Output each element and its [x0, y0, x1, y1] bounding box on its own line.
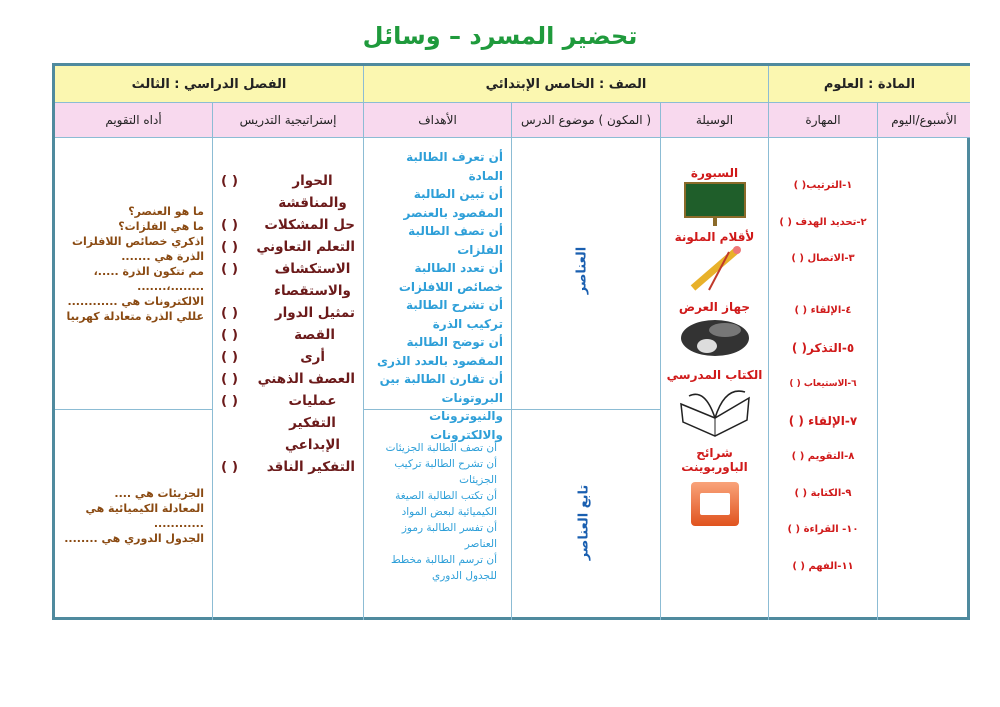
tool-label: جهاز العرض — [678, 300, 751, 314]
pencils-icon — [685, 244, 745, 294]
projector-icon — [677, 314, 753, 360]
objective: أن توضح الطالبة المقصود بالعدد الذرى — [377, 335, 503, 368]
skill-item: ١-الترتيب( ) — [793, 180, 853, 191]
tool-label: شرائح الباوربوينت — [681, 446, 748, 474]
skill-item: ٢-تحديد الهدف ( ) — [779, 216, 867, 228]
strategy-item: التعلم التعاوني ( ) — [221, 236, 355, 258]
strategy-checkbox[interactable]: ( ) — [221, 327, 239, 343]
col-tool: الوسيلة — [660, 103, 768, 138]
tool-label: السبورة — [690, 166, 739, 180]
skills-cell — [768, 138, 877, 620]
strategy-item: تمثيل الدوار ( ) — [221, 302, 355, 324]
skill-item: ٦-الاستيعاب ( ) — [789, 379, 857, 389]
powerpoint-icon — [691, 482, 739, 526]
evaluation-item: ما هو العنصر؟ — [128, 205, 204, 218]
evaluation-item: عللي الذرة متعادلة كهربيا — [66, 310, 204, 323]
evaluation-item: ............ — [153, 517, 204, 530]
objective: أن تعدد الطالبة خصائص اللافلزات — [398, 261, 503, 294]
objective: أن تقارن الطالبة بين البروتونات والنيوترونات والالكترونات — [379, 372, 503, 442]
skill-item: ٩-الكتابة ( ) — [794, 487, 852, 499]
objectives-cell-1 — [363, 138, 511, 442]
strategy-checkbox[interactable]: ( ) — [221, 217, 239, 233]
component-label: تابع العناصر — [576, 484, 592, 561]
strategy-item: العصف الذهني ( ) — [221, 368, 355, 390]
strategy-item: القصة ( ) — [221, 324, 355, 346]
evaluation-item: الذرة هي ....... — [121, 250, 204, 263]
strategy-checkbox[interactable]: ( ) — [221, 305, 239, 321]
objectives-cell-2 — [363, 410, 511, 620]
evaluation-item: ما هي الفلزات؟ — [118, 220, 204, 233]
objective: أن تبين الطالبة المقصود بالعنصر — [403, 187, 503, 220]
objective: أن تفسر الطالبة رموز العناصر — [401, 522, 497, 550]
strategy-checkbox[interactable]: ( ) — [221, 393, 239, 409]
skill-item: ٤-الإلقاء ( ) — [794, 305, 852, 316]
evaluation-item: الجدول الدوري هي ........ — [64, 532, 204, 545]
strategy-checkbox[interactable]: ( ) — [221, 371, 239, 387]
strategy-checkbox[interactable]: ( ) — [221, 459, 239, 475]
strategy-checkbox[interactable]: ( ) — [221, 349, 239, 365]
component-label: العناصر — [574, 246, 590, 295]
skill-item: ١١-الفهم ( ) — [792, 560, 854, 572]
col-week: الأسبوع/اليوم — [877, 103, 970, 138]
component-cell-1 — [511, 138, 660, 410]
objective: أن ترسم الطالبة مخطط للجدول الدوري — [390, 554, 497, 582]
strategy-item: أرى ( ) — [221, 346, 355, 368]
semester-cell: الفصل الدراسي : الثالث — [55, 66, 363, 103]
col-component: ( المكون ) موضوع الدرس — [511, 103, 660, 138]
evaluation-item: الجزيئات هي .... — [114, 487, 204, 500]
evaluation-cell-2 — [55, 410, 212, 620]
col-objectives: الأهداف — [363, 103, 511, 138]
objective: أن تعرف الطالبة المادة — [406, 150, 503, 183]
objective: أن تشرح الطالبة تركيب الذرة — [405, 298, 503, 331]
skill-item: ٧-الإلقاء ( ) — [788, 413, 858, 428]
evaluation-item: اذكري خصائص اللافلزات — [71, 235, 204, 248]
col-skill: المهارة — [768, 103, 877, 138]
strategy-item: حل المشكلات ( ) — [221, 214, 355, 236]
lesson-plan-table — [52, 63, 970, 620]
evaluation-item: مم تتكون الذرة .....، — [93, 265, 204, 278]
grade-cell: الصف : الخامس الإبتدائي — [363, 66, 768, 103]
chalkboard-stand-icon — [713, 218, 717, 226]
evaluation-item: ........،....... — [137, 280, 204, 293]
strategies-cell — [212, 138, 363, 620]
objective: أن تكتب الطالبة الصيغة الكيميائية لبعض المواد — [395, 490, 497, 518]
evaluation-item: المعادلة الكيميائية هي — [85, 502, 204, 515]
col-strategy: إستراتيجية التدريس — [212, 103, 363, 138]
tools-cell — [660, 138, 768, 620]
week-cell[interactable] — [877, 138, 970, 620]
page-title: تحضير المسرد – وسائل — [362, 22, 638, 50]
strategy-item: عمليات التفكير الإبداعي ( ) — [221, 390, 355, 456]
col-evaluation: أداه التقويم — [55, 103, 212, 138]
strategy-checkbox[interactable]: ( ) — [221, 239, 239, 255]
strategy-item: الحوار والمناقشة ( ) — [221, 170, 355, 214]
chalkboard-icon — [684, 182, 746, 218]
skill-item: ٥-التذكر( ) — [791, 340, 855, 355]
strategy-item: التفكير الناقد ( ) — [221, 456, 355, 478]
subject-cell: المادة : العلوم — [768, 66, 970, 103]
skill-item: ٨-التقويم ( ) — [791, 451, 855, 462]
component-cell-2 — [511, 410, 660, 620]
evaluation-cell-1 — [55, 138, 212, 410]
skill-item: ٣-الاتصال ( ) — [791, 253, 855, 264]
book-icon — [675, 382, 755, 438]
strategy-checkbox[interactable]: ( ) — [221, 261, 239, 277]
strategy-checkbox[interactable]: ( ) — [221, 173, 239, 189]
strategy-item: الاستكشاف والاستقصاء ( ) — [221, 258, 355, 302]
evaluation-item: الالكترونات هي ............ — [67, 295, 204, 308]
objective: أن تصف الطالبة الفلزات — [408, 224, 503, 257]
objective: أن تشرح الطالبة تركيب الجزيئات — [394, 458, 497, 486]
tool-label: الكتاب المدرسي — [666, 368, 763, 382]
skill-item: ١٠- القراءة ( ) — [787, 524, 859, 535]
objective: أن تصف الطالبة الجزيئات — [385, 442, 497, 454]
tool-label: لأقلام الملونة — [674, 230, 755, 244]
